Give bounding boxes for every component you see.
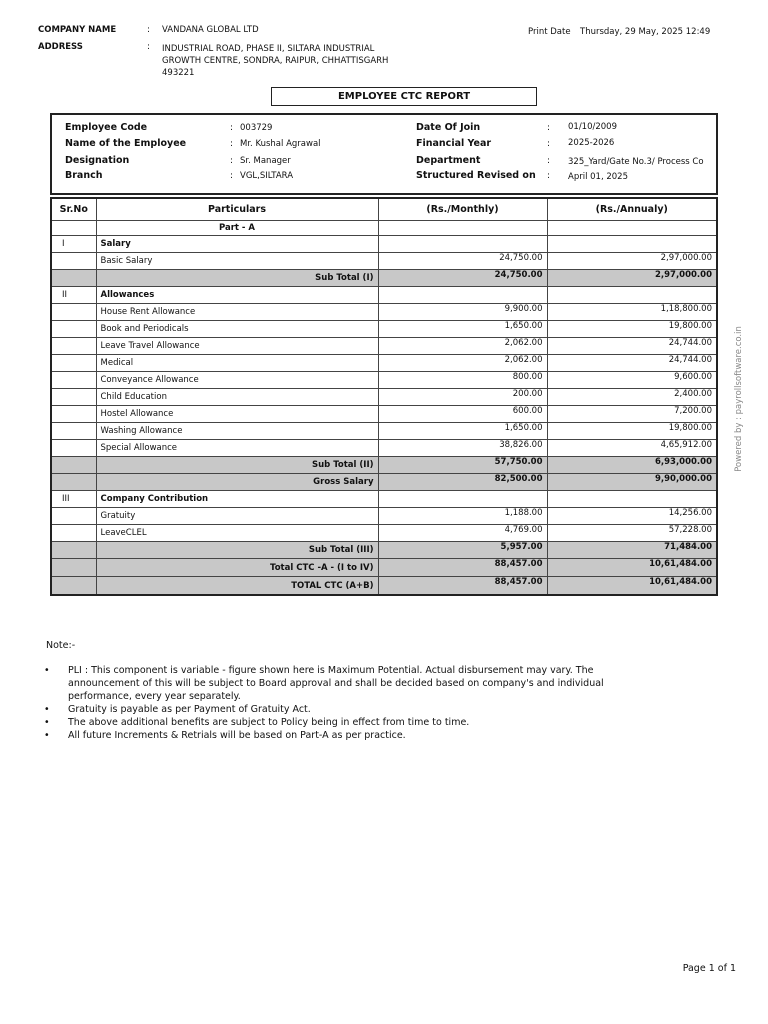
page-number: Page 1 of 1	[682, 963, 736, 974]
designation: Sr. Manager	[240, 156, 291, 166]
item-name: House Rent Allowance	[96, 304, 378, 321]
table-row	[51, 525, 717, 542]
branch: VGL,SILTARA	[240, 171, 294, 181]
section-number: I	[51, 236, 96, 253]
item-annual: 57,228.00	[547, 525, 717, 542]
colon: :	[230, 139, 234, 149]
date-of-join: 01/10/2009	[568, 122, 617, 132]
colon: :	[547, 123, 551, 133]
colon: :	[230, 156, 234, 166]
total-ctc-ab-label: TOTAL CTC (A+B)	[96, 577, 378, 596]
section-title: Allowances	[96, 287, 378, 304]
item-monthly: 4,769.00	[378, 525, 547, 542]
branch-label: Branch	[65, 170, 103, 181]
doj-label: Date Of Join	[416, 122, 481, 133]
item-annual: 19,800.00	[547, 423, 717, 440]
col-header-monthly: (Rs./Monthly)	[378, 198, 547, 221]
item-annual: 24,744.00	[547, 338, 717, 355]
item-annual: 2,97,000.00	[547, 253, 717, 270]
item-annual: 2,400.00	[547, 389, 717, 406]
employee-code: 003729	[240, 123, 273, 133]
total-ctc-a-annual: 10,61,484.00	[547, 559, 717, 577]
item-annual: 1,18,800.00	[547, 304, 717, 321]
print-date: Thursday, 29 May, 2025 12:49	[580, 27, 711, 37]
employee-info-box	[50, 113, 718, 195]
colon: :	[230, 123, 234, 133]
item-annual: 9,600.00	[547, 372, 717, 389]
subtotal-label: Sub Total (III)	[96, 542, 378, 559]
subtotal-monthly: 5,957.00	[378, 542, 547, 559]
item-monthly: 24,750.00	[378, 253, 547, 270]
subtotal-annual: 2,97,000.00	[547, 270, 717, 287]
table-row	[51, 253, 717, 270]
section-row	[51, 491, 717, 508]
table-row	[51, 440, 717, 457]
company-name-label: COMPANY NAME	[38, 25, 117, 35]
designation-label: Designation	[65, 155, 130, 166]
colon: :	[547, 139, 551, 149]
total-ctc-ab-row	[51, 577, 717, 596]
part-a-label: Part - A	[96, 221, 378, 236]
table-row	[51, 372, 717, 389]
total-ctc-ab-monthly: 88,457.00	[378, 577, 547, 596]
col-header-srno: Sr.No	[51, 198, 96, 221]
gross-salary-label: Gross Salary	[96, 474, 378, 491]
gross-monthly: 82,500.00	[378, 474, 547, 491]
item-monthly: 800.00	[378, 372, 547, 389]
item-name: Hostel Allowance	[96, 406, 378, 423]
item-monthly: 1,650.00	[378, 423, 547, 440]
item-name: Medical	[96, 355, 378, 372]
section-title: Company Contribution	[96, 491, 378, 508]
subtotal-annual: 71,484.00	[547, 542, 717, 559]
section-number: III	[51, 491, 96, 508]
item-name: Gratuity	[96, 508, 378, 525]
address-label: ADDRESS	[38, 42, 83, 52]
item-monthly: 1,650.00	[378, 321, 547, 338]
structured-revised-on: April 01, 2025	[568, 172, 628, 182]
employee-name: Mr. Kushal Agrawal	[240, 139, 321, 149]
address-line-3: 493221	[162, 68, 195, 78]
item-monthly: 2,062.00	[378, 338, 547, 355]
item-annual: 19,800.00	[547, 321, 717, 338]
item-monthly: 1,188.00	[378, 508, 547, 525]
item-monthly: 600.00	[378, 406, 547, 423]
list-item: • The above additional benefits are subject to Policy being in effect from time to time.	[44, 716, 644, 729]
table-header-row	[51, 198, 717, 221]
table-row	[51, 508, 717, 525]
item-annual: 14,256.00	[547, 508, 717, 525]
report-title: EMPLOYEE CTC REPORT	[271, 87, 537, 106]
item-name: LeaveCLEL	[96, 525, 378, 542]
item-monthly: 9,900.00	[378, 304, 547, 321]
item-name: Special Allowance	[96, 440, 378, 457]
colon: :	[147, 25, 151, 35]
item-monthly: 38,826.00	[378, 440, 547, 457]
total-ctc-a-label: Total CTC -A - (I to IV)	[96, 559, 378, 577]
section-row	[51, 287, 717, 304]
item-name: Book and Periodicals	[96, 321, 378, 338]
item-monthly: 2,062.00	[378, 355, 547, 372]
notes-title: Note:-	[46, 640, 76, 651]
gross-salary-row	[51, 474, 717, 491]
gross-annual: 9,90,000.00	[547, 474, 717, 491]
item-name: Leave Travel Allowance	[96, 338, 378, 355]
address-line-2: GROWTH CENTRE, SONDRA, RAIPUR, CHHATTISGARH	[162, 56, 389, 66]
table-row	[51, 338, 717, 355]
powered-by: Powered by : payrollsoftware.co.in	[734, 326, 744, 472]
subtotal-monthly: 57,750.00	[378, 457, 547, 474]
list-item: • All future Increments & Retrials will be based on Part-A as per practice.	[44, 729, 644, 742]
print-date-label: Print Date	[528, 27, 571, 37]
company-name: VANDANA GLOBAL LTD	[162, 25, 259, 35]
colon: :	[547, 156, 551, 166]
part-a-row	[51, 221, 717, 236]
col-header-particulars: Particulars	[96, 198, 378, 221]
table-row	[51, 304, 717, 321]
table-row	[51, 389, 717, 406]
table-row	[51, 423, 717, 440]
item-annual: 24,744.00	[547, 355, 717, 372]
colon: :	[230, 171, 234, 181]
subtotal-row	[51, 270, 717, 287]
item-name: Washing Allowance	[96, 423, 378, 440]
subtotal-row	[51, 457, 717, 474]
item-name: Child Education	[96, 389, 378, 406]
employee-name-label: Name of the Employee	[65, 138, 187, 149]
item-monthly: 200.00	[378, 389, 547, 406]
list-item: • PLI : This component is variable - figure shown here is Maximum Potential. Actual disbursement may vary. The announcement of this will be subject to Board approval and shall be decided based on company's and individual performance, every year separately.	[44, 664, 644, 703]
item-annual: 4,65,912.00	[547, 440, 717, 457]
subtotal-label: Sub Total (I)	[96, 270, 378, 287]
notes-list	[44, 664, 644, 742]
section-number: II	[51, 287, 96, 304]
colon: :	[547, 171, 551, 181]
department-label: Department	[416, 155, 481, 166]
section-title: Salary	[96, 236, 378, 253]
financial-year: 2025-2026	[568, 138, 615, 148]
col-header-annual: (Rs./Annualy)	[547, 198, 717, 221]
revised-label: Structured Revised on	[416, 170, 536, 181]
colon: :	[147, 42, 151, 52]
table-row	[51, 406, 717, 423]
item-name: Conveyance Allowance	[96, 372, 378, 389]
total-ctc-a-row	[51, 559, 717, 577]
table-row	[51, 321, 717, 338]
subtotal-monthly: 24,750.00	[378, 270, 547, 287]
total-ctc-a-monthly: 88,457.00	[378, 559, 547, 577]
address-line-1: INDUSTRIAL ROAD, PHASE II, SILTARA INDUSTRIAL	[162, 44, 375, 54]
ctc-table	[50, 197, 718, 596]
list-item: • Gratuity is payable as per Payment of Gratuity Act.	[44, 703, 644, 716]
department: 325_Yard/Gate No.3/ Process Co	[568, 157, 704, 167]
subtotal-label: Sub Total (II)	[96, 457, 378, 474]
subtotal-annual: 6,93,000.00	[547, 457, 717, 474]
subtotal-row	[51, 542, 717, 559]
employee-code-label: Employee Code	[65, 122, 148, 133]
total-ctc-ab-annual: 10,61,484.00	[547, 577, 717, 596]
item-name: Basic Salary	[96, 253, 378, 270]
table-row	[51, 355, 717, 372]
section-row	[51, 236, 717, 253]
financial-year-label: Financial Year	[416, 138, 492, 149]
item-annual: 7,200.00	[547, 406, 717, 423]
